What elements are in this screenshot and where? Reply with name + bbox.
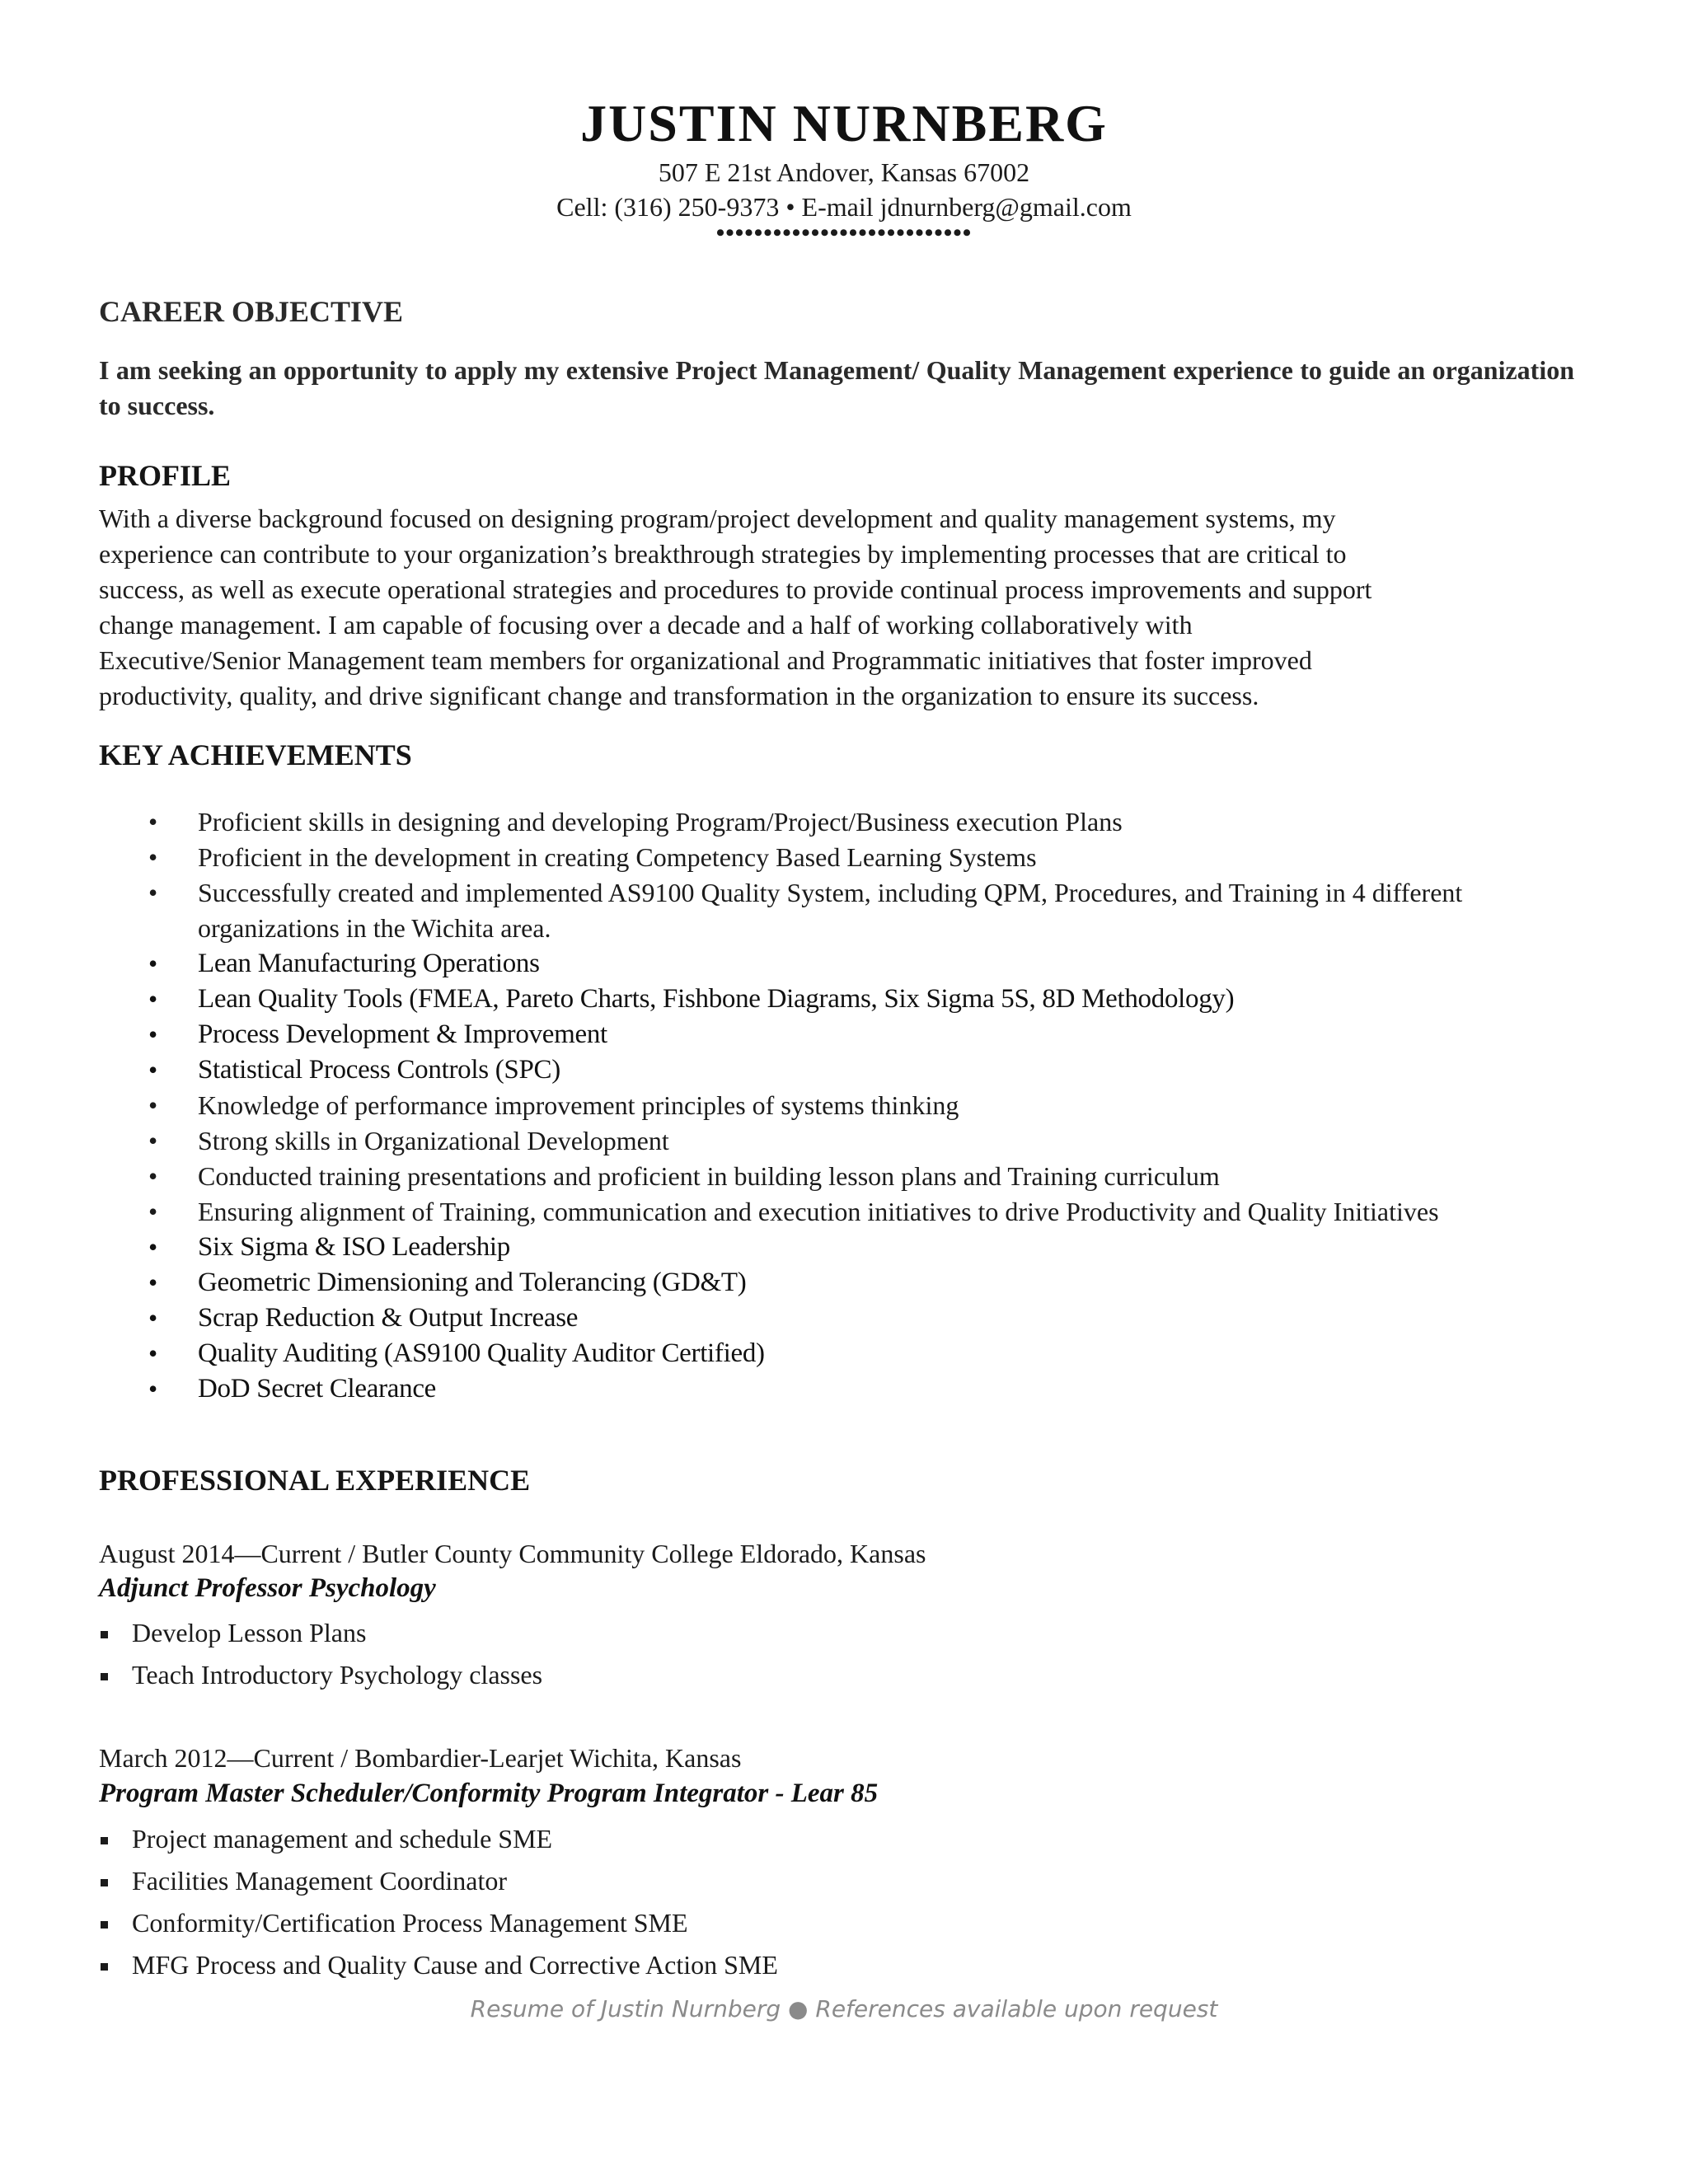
profile-title: PROFILE [99,459,232,492]
job-duties-list [99,1818,778,1986]
duty-item: Facilities Management Coordinator [99,1860,778,1902]
job-duties-list [99,1612,542,1696]
achievement-item: • Six Sigma & ISO Leadership [99,1230,1582,1265]
header-divider: ••••••••••••••••••••••••••• [715,219,973,246]
career-objective-title: CAREER OBJECTIVE [99,295,404,328]
profile-line: success, as well as execute operational strategies and procedures to provide continual process improvements and support [99,574,1372,604]
achievement-item: • Quality Auditing (AS9100 Quality Auditor Certified) [99,1336,1582,1371]
duty-item: Conformity/Certification Process Management SME [99,1902,778,1944]
achievement-item: • Geometric Dimensioning and Tolerancing (GD&T) [99,1265,1582,1301]
achievement-item: • Process Development & Improvement [99,1017,1582,1052]
achievement-item: • Proficient in the development in creating Competency Based Learning Systems [99,840,1582,875]
job-heading: March 2012—Current / Bombardier-Learjet Wichita, Kansas [99,1743,742,1773]
profile-line: Executive/Senior Management team members for organizational and Programmatic initiatives that foster improved [99,645,1312,675]
achievement-item: • Ensuring alignment of Training, communication and execution initiatives to drive Productivity and Quality Initiatives [99,1194,1582,1230]
candidate-name: JUSTIN NURNBERG [580,94,1108,152]
contact-line: Cell: (316) 250-9373 • E-mail jdnurnberg@gmail.com [556,192,1132,222]
achievement-item: • Scrap Reduction & Output Increase [99,1301,1582,1336]
job-title: Program Master Scheduler/Conformity Program Integrator - Lear 85 [99,1779,879,1808]
duty-item: Project management and schedule SME [99,1818,778,1860]
profile-text [99,501,1574,714]
key-achievements-title: KEY ACHIEVEMENTS [99,738,412,771]
duty-item: Teach Introductory Psychology classes [99,1654,542,1696]
page-footer: Resume of Justin Nurnberg ● References available upon request [470,1995,1218,2022]
achievement-item: • Statistical Process Controls (SPC) [99,1052,1582,1088]
key-achievements-list [99,804,1582,1407]
job-heading: August 2014—Current / Butler County Community College Eldorado, Kansas [99,1539,926,1568]
career-objective-text: I am seeking an opportunity to apply my extensive Project Management/ Quality Management experience to guide an organization to success. [99,355,1574,420]
profile-line: productivity, quality, and drive significant change and transformation in the organization to ensure its success. [99,681,1259,710]
achievement-item: • Knowledge of performance improvement principles of systems thinking [99,1088,1582,1123]
achievement-item: • Successfully created and implemented AS9100 Quality System, including QPM, Procedures, and Training in 4 different organizations in the Wichita area. [99,875,1582,946]
achievement-item: • Lean Quality Tools (FMEA, Pareto Charts, Fishbone Diagrams, Six Sigma 5S, 8D Methodology) [99,982,1582,1017]
achievement-item: • DoD Secret Clearance [99,1371,1582,1407]
achievement-item: • Proficient skills in designing and developing Program/Project/Business execution Plans [99,804,1582,840]
duty-item: Develop Lesson Plans [99,1612,542,1654]
achievement-item: • Conducted training presentations and proficient in building lesson plans and Training curriculum [99,1159,1582,1194]
profile-line: With a diverse background focused on designing program/project development and quality management systems, my [99,504,1336,533]
profile-line: change management. I am capable of focusing over a decade and a half of working collaboratively with [99,610,1193,640]
duty-item: MFG Process and Quality Cause and Corrective Action SME [99,1944,778,1986]
address-line: 507 E 21st Andover, Kansas 67002 [658,157,1030,187]
resume-header [0,92,1688,246]
professional-experience-title: PROFESSIONAL EXPERIENCE [99,1464,531,1497]
job-title: Adjunct Professor Psychology [99,1573,436,1603]
achievement-item: • Strong skills in Organizational Development [99,1123,1582,1159]
profile-line: experience can contribute to your organization’s breakthrough strategies by implementing processes that are critical to [99,539,1347,569]
achievement-item: • Lean Manufacturing Operations [99,946,1582,982]
